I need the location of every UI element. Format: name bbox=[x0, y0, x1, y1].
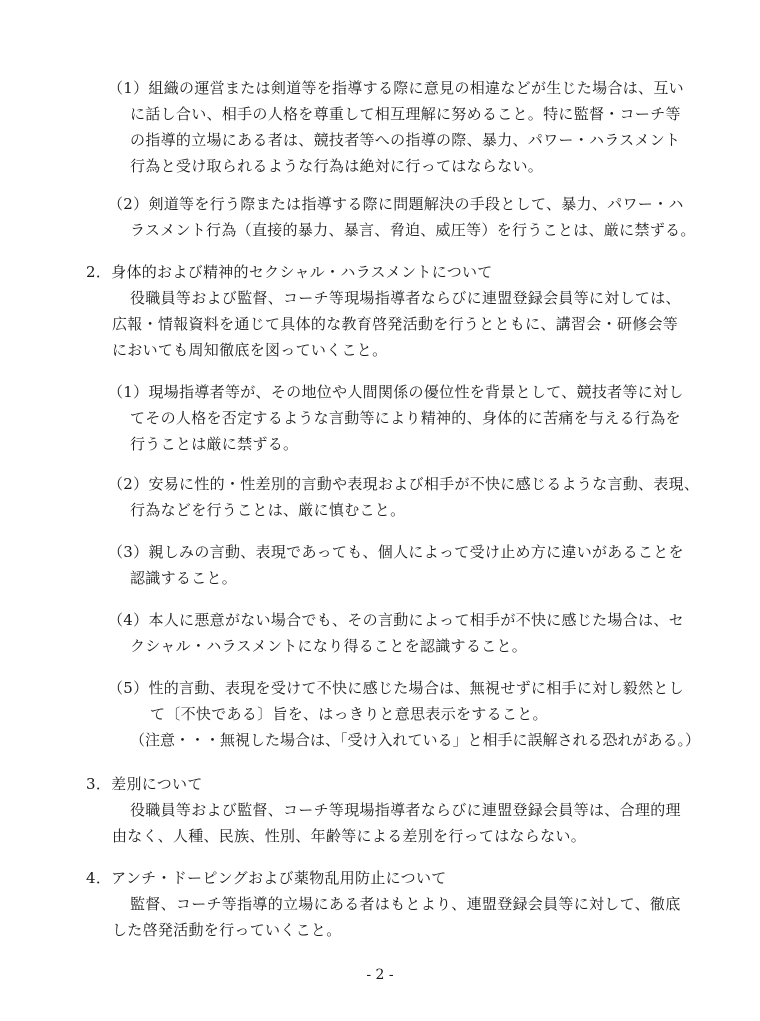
sec1-item2-line2: ラスメント行為（直接的暴力、暴言、脅迫、威圧等）を行うことは、厳に禁ずる。 bbox=[130, 221, 696, 239]
sec2-item1-line1: （1）現場指導者等が、その地位や人間関係の優位性を背景として、競技者等に対し bbox=[108, 383, 684, 401]
sec2-item2-line2: 行為などを行うことは、厳に慎むこと。 bbox=[130, 501, 406, 519]
sec1-item1-line4: 行為と受け取られるような行為は絶対に行ってはならない。 bbox=[130, 157, 544, 175]
sec2-item1-line2: てその人格を否定するような言動等により精神的、身体的に苦痛を与える行為を bbox=[130, 409, 681, 427]
sec2-intro-line2: 広報・情報資料を通じて具体的な教育啓発活動を行うとともに、講習会・研修会等 bbox=[112, 315, 679, 333]
sec1-item1-line1: （1）組織の運営または剣道等を指導する際に意見の相違などが生じた場合は、互い bbox=[108, 79, 684, 97]
page-number: - 2 - bbox=[366, 967, 394, 983]
sec4-heading: 4．アンチ・ドーピングおよび薬物乱用防止について bbox=[86, 869, 447, 887]
sec3-body-line2: 由なく、人種、民族、性別、年齢等による差別を行ってはならない。 bbox=[112, 827, 587, 845]
sec2-intro-line1: 役職員等および監督、コーチ等現場指導者ならびに連盟登録会員等に対しては、 bbox=[130, 289, 681, 307]
sec2-item5-line1: （5）性的言動、表現を受けて不快に感じた場合は、無視せずに相手に対し毅然とし bbox=[108, 679, 684, 697]
sec2-item2-line1: （2）安易に性的・性差別的言動や表現および相手が不快に感じるような言動、表現、 bbox=[108, 475, 700, 493]
sec2-heading: 2．身体的および精神的セクシャル・ハラスメントについて bbox=[86, 263, 493, 281]
sec4-body-line1: 監督、コーチ等指導的立場にある者はもとより、連盟登録会員等に対して、徹底 bbox=[130, 895, 681, 913]
sec3-heading: 3．差別について bbox=[86, 775, 203, 793]
sec1-item1-line3: の指導的立場にある者は、競技者等への指導の際、暴力、パワー・ハラスメント bbox=[130, 131, 681, 149]
sec2-item3-line2: 認識すること。 bbox=[130, 569, 238, 587]
sec2-item4-line1: （4）本人に悪意がない場合でも、その言動によって相手が不快に感じた場合は、セ bbox=[108, 611, 684, 629]
sec2-item5-line2: て〔不快である〕旨を、はっきりと意思表示をすること。 bbox=[150, 705, 548, 723]
sec2-item4-line2: クシャル・ハラスメントになり得ることを認識すること。 bbox=[130, 637, 528, 655]
sec2-item1-line3: 行うことは厳に禁ずる。 bbox=[130, 435, 299, 453]
sec3-body-line1: 役職員等および監督、コーチ等現場指導者ならびに連盟登録会員等は、合理的理 bbox=[130, 801, 681, 819]
sec4-body-line2: した啓発活動を行っていくこと。 bbox=[112, 921, 342, 939]
sec2-item3-line1: （3）親しみの言動、表現であっても、個人によって受け止め方に違いがあることを bbox=[108, 543, 684, 561]
sec2-intro-line3: においても周知徹底を図っていくこと。 bbox=[112, 341, 388, 359]
sec2-item5-note: （注意・・・無視した場合は、「受け入れている」と相手に誤解される恐れがある。） bbox=[130, 731, 701, 749]
sec1-item2-line1: （2）剣道等を行う際または指導する際に問題解決の手段として、暴力、パワー・ハ bbox=[108, 195, 684, 213]
sec1-item1-line2: に話し合い、相手の人格を尊重して相互理解に努めること。特に監督・コーチ等 bbox=[130, 105, 681, 123]
